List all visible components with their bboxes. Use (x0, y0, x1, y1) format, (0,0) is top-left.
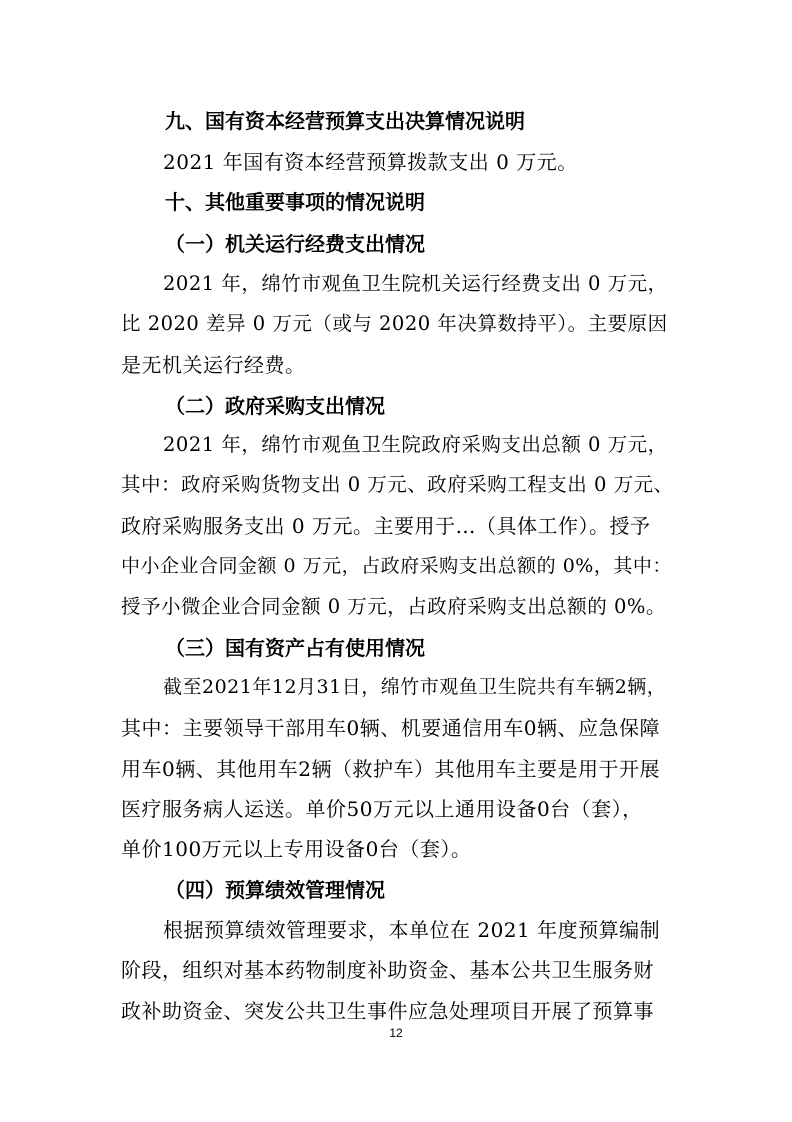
paragraph-line: 2021 年，绵竹市观鱼卫生院政府采购支出总额 0 万元， (163, 433, 668, 456)
subsection-2-heading: （二）政府采购支出情况 (165, 394, 385, 418)
paragraph-line: 授予小微企业合同金额 0 万元，占政府采购支出总额的 0%。 (121, 595, 666, 618)
page-number: 12 (389, 1026, 403, 1040)
paragraph-line: 单价100万元以上专用设备0台（套）。 (121, 837, 472, 861)
paragraph-line: 政府采购服务支出 0 万元。主要用于…（具体工作）。授予 (121, 514, 651, 538)
section-9-heading: 九、国有资本经营预算支出决算情况说明 (165, 109, 525, 133)
paragraph-line: 根据预算绩效管理要求，本单位在 2021 年度预算编制 (163, 918, 661, 942)
section-10-heading: 十、其他重要事项的情况说明 (165, 190, 425, 214)
subsection-1-heading: （一）机关运行经费支出情况 (165, 232, 425, 256)
subsection-3-heading: （三）国有资产占有使用情况 (165, 636, 425, 660)
subsection-4-heading: （四）预算绩效管理情况 (165, 878, 385, 902)
paragraph-line: 是无机关运行经费。 (121, 353, 306, 377)
paragraph-line: 其中：主要领导干部用车0辆、机要通信用车0辆、应急保障 (121, 716, 660, 740)
paragraph-line: 中小企业合同金额 0 万元，占政府采购支出总额的 0%，其中： (121, 555, 672, 577)
paragraph-line: 政补助资金、突发公共卫生事件应急处理项目开展了预算事 (121, 999, 654, 1023)
paragraph-line: 2021 年，绵竹市观鱼卫生院机关运行经费支出 0 万元， (163, 272, 668, 295)
paragraph-line: 比 2020 差异 0 万元（或与 2020 年决算数持平）。主要原因 (121, 312, 668, 335)
paragraph-line: 阶段，组织对基本药物制度补助资金、基本公共卫生服务财 (121, 958, 654, 982)
paragraph-line: 其中：政府采购货物支出 0 万元、政府采购工程支出 0 万元、 (121, 473, 674, 496)
paragraph-line: 用车0辆、其他用车2辆（救护车）其他用车主要是用于开展 (121, 757, 660, 781)
paragraph-line: 2021 年国有资本经营预算拨款支出 0 万元。 (163, 150, 578, 174)
paragraph-line: 截至2021年12月31日，绵竹市观鱼卫生院共有车辆2辆， (163, 676, 667, 698)
paragraph-line: 医疗服务病人运送。单价50万元以上通用设备0台（套）， (121, 797, 643, 821)
